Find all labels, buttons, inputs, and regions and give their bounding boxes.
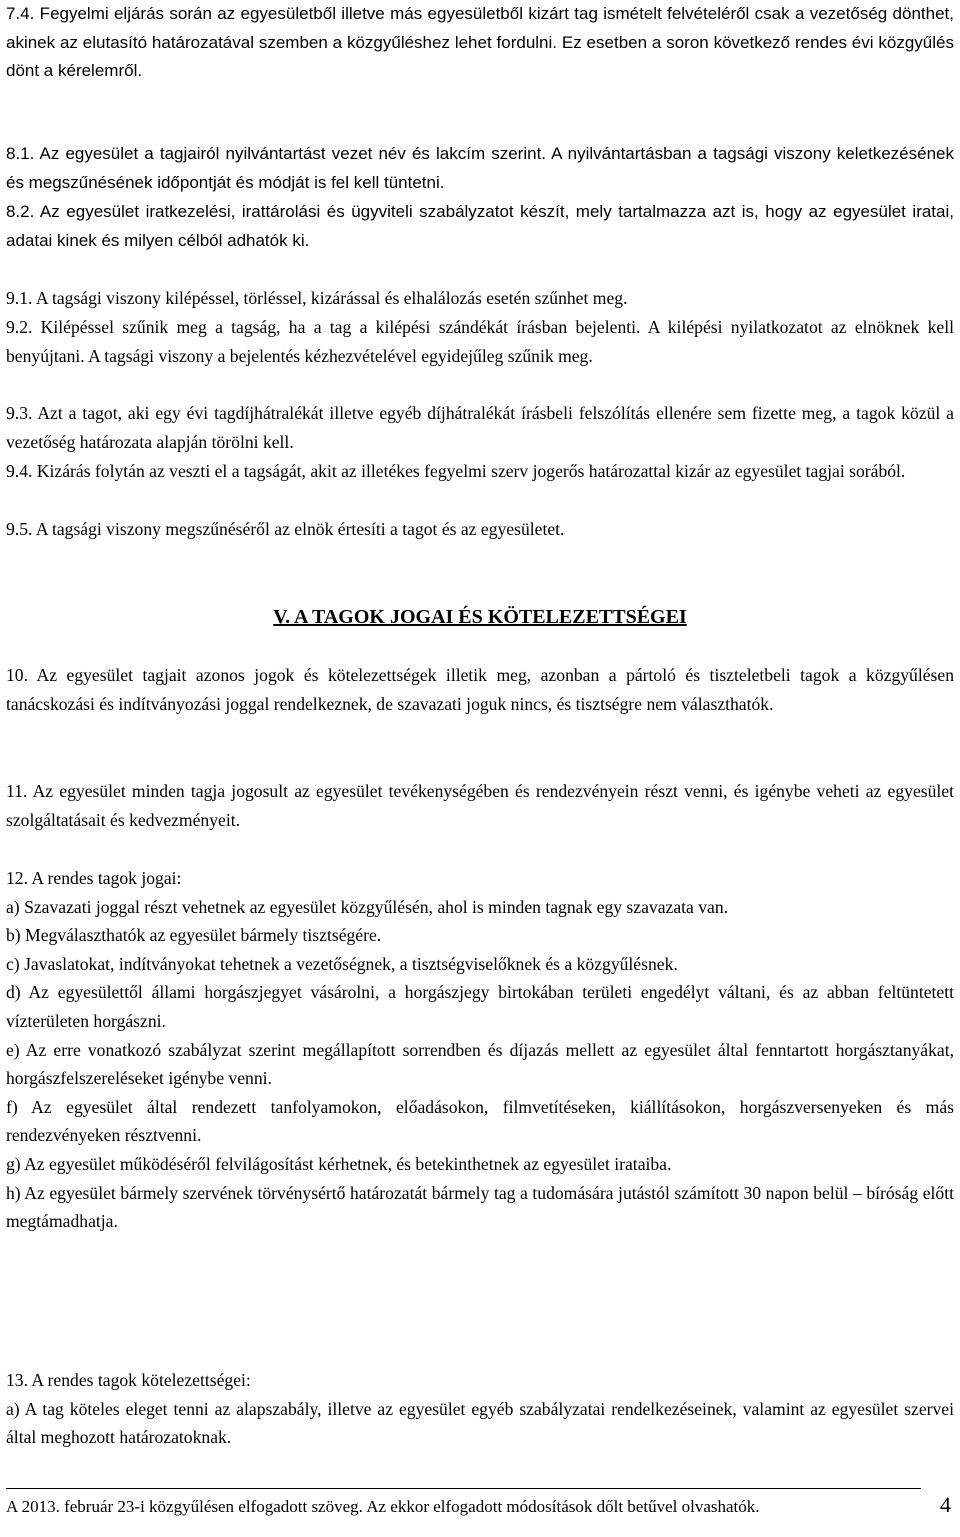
paragraph-text: 10. Az egyesület tagjait azonos jogok és kötelezettségek illetik meg, azonban a pártoló és tiszteletbeli tagok a közgyűlésen tanácskozási és indítványozási joggal rendelkeznek, de szavazati joguk nincs, és tisztségre nem választhatók. — [6, 665, 954, 714]
paragraph-9-5 — [6, 515, 954, 544]
paragraph-text: 9.2. Kilépéssel szűnik meg a tagság, ha a tag a kilépési szándékát írásban bejelenti. A kilépési nyilatkozatot az elnöknek kell benyújtani. A tagsági viszony a bejelentés kézhezvételével egyidejűleg szűnik meg. — [6, 317, 954, 366]
paragraph-9-1 — [6, 284, 954, 313]
paragraph-8-2 — [6, 198, 954, 255]
footer-divider — [6, 1488, 921, 1489]
list-item: f) Az egyesület által rendezett tanfolyamokon, előadásokon, filmvetítéseken, kiállításokon, horgászversenyeken és más rendezvényeken résztvenni. — [6, 1096, 954, 1146]
list-item: c) Javaslatokat, indítványokat tehetnek a vezetőségnek, a tisztségviselőknek és a közgyűlésnek. — [6, 953, 678, 974]
list-item: a) A tag köteles eleget tenni az alapszabály, illetve az egyesület egyéb szabályzatai rendelkezéseinek, valamint az egyesület szervei által meghozott határozatoknak. — [6, 1398, 954, 1448]
article-13 — [6, 1366, 954, 1452]
paragraph-7-4 — [6, 0, 954, 86]
section-heading-text: V. A TAGOK JOGAI ÉS KÖTELEZETTSÉGEI — [273, 606, 687, 628]
paragraph-9-2 — [6, 313, 954, 370]
list-item: b) Megválaszthatók az egyesület bármely tisztségére. — [6, 925, 382, 946]
article-12-title: 12. A rendes tagok jogai: — [6, 868, 182, 888]
paragraph-8-1-continuation: A nyilvántartásban a tagsági viszony keletkezésének és megszűnésének időpontját és módját is fel kell tüntetni. — [6, 144, 954, 192]
page-number: 4 — [940, 1492, 951, 1517]
list-item: e) Az erre vonatkozó szabályzat szerint megállapított sorrendben és díjazás mellett az egyesület által fenntartott horgásztanyákat, horgászfelszereléseket igénybe venni. — [6, 1039, 954, 1089]
paragraph-text: 9.3. Azt a tagot, aki egy évi tagdíjhátralékát illetve egyéb díjhátralékát írásbeli felszólítás ellenére sem fizette meg, a tagok közül a vezetőség határozata alapján törölni kell. — [6, 403, 954, 452]
paragraph-text: 9.4. Kizárás folytán az veszti el a tagságát, akit az illetékes fegyelmi szerv jogerős határozattal kizár az egyesület tagjai sorából. — [6, 461, 906, 481]
list-item: g) Az egyesület működéséről felvilágosítást kérhetnek, és betekinthetnek az egyesület irataiba. — [6, 1153, 672, 1174]
document-page — [6, 0, 954, 1537]
article-11 — [6, 777, 954, 834]
section-heading — [6, 603, 954, 631]
paragraph-text: 7.4. Fegyelmi eljárás során az egyesületből illetve más egyesületből kizárt tag ismételt felvételéről csak a vezetőség dönthet, akinek az elutasító határozatával szemben a közgyűléshez lehet fordulni. Ez esetben a soron következő rendes évi közgyűlés dönt a kérelemről. — [6, 4, 954, 81]
paragraph-9-3 — [6, 399, 954, 456]
paragraph-8-1 — [6, 140, 954, 197]
list-item: h) Az egyesület bármely szervének törvénysértő határozatát bármely tag a tudomására jutástól számított 30 napon belül – bíróság előtt megtámadhatja. — [6, 1182, 954, 1232]
paragraph-text: 8.2. Az egyesület iratkezelési, irattárolási és ügyviteli szabályzatot készít, mely tartalmazza azt is, hogy az egyesület iratai, adatai kinek és milyen célból adhatók ki. — [6, 202, 954, 250]
paragraph-8-1-text: 8.1. Az egyesület a tagjairól nyilvántartást vezet név és lakcím szerint. — [6, 144, 547, 163]
list-item: d) Az egyesülettől állami horgászjegyet vásárolni, a horgászjegy birtokában területi engedélyt váltani, és az abban feltüntetett vízterületen horgászni. — [6, 982, 954, 1031]
paragraph-8-1-body — [6, 140, 954, 197]
article-13-title: 13. A rendes tagok kötelezettségei: — [6, 1370, 251, 1390]
paragraph-text: 9.5. A tagsági viszony megszűnéséről az elnök értesíti a tagot és az egyesületet. — [6, 519, 565, 539]
paragraph-text: 9.1. A tagsági viszony kilépéssel, törléssel, kizárással és elhalálozás esetén szűnhet meg. — [6, 288, 628, 308]
article-12 — [6, 864, 954, 1236]
article-10 — [6, 661, 954, 718]
paragraph-text: 11. Az egyesület minden tagja jogosult az egyesület tevékenységében és rendezvényein részt venni, és igénybe veheti az egyesület szolgáltatásait és kedvezményeit. — [6, 781, 954, 830]
paragraph-9-4 — [6, 457, 954, 486]
list-item: a) Szavazati joggal részt vehetnek az egyesület közgyűlésén, ahol is minden tagnak egy szavazata van. — [6, 896, 729, 917]
footer-note: A 2013. február 23-i közgyűlésen elfogadott szöveg. Az ekkor elfogadott módosítások dőlt betűvel olvashatók. — [6, 1497, 760, 1516]
